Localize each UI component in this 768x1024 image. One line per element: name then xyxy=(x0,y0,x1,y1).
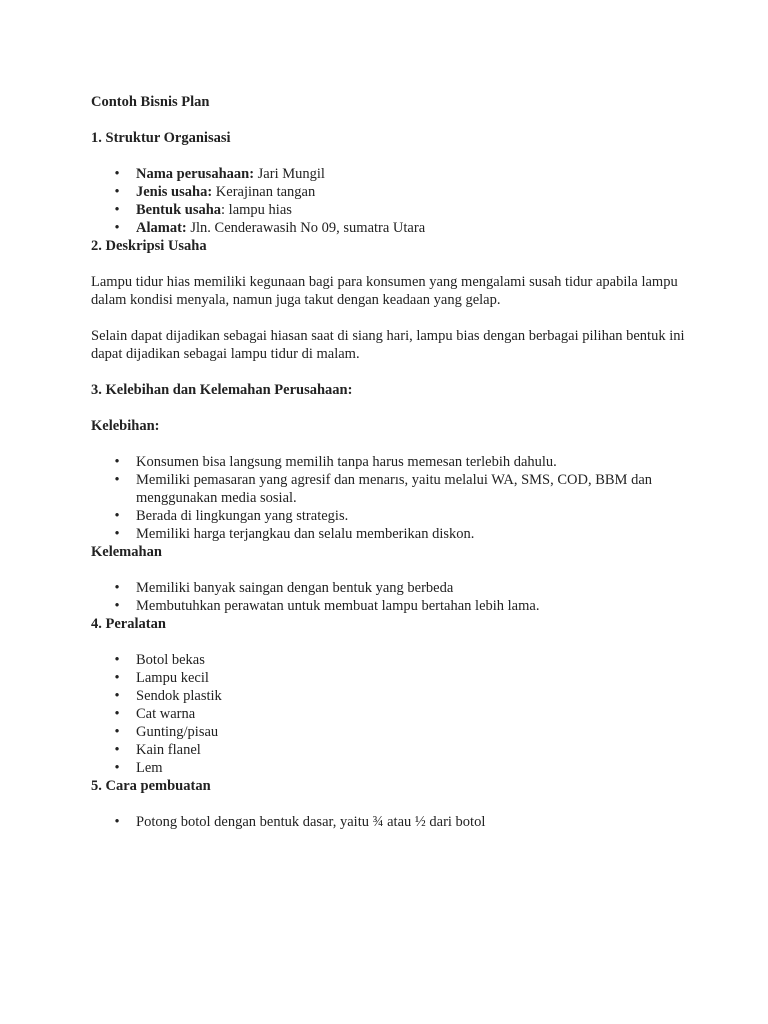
list-item xyxy=(91,453,691,471)
equipment-list xyxy=(91,651,691,777)
bullet-icon: • xyxy=(114,688,120,704)
list-item xyxy=(91,651,691,669)
list-item xyxy=(91,687,691,705)
item-value: : lampu hias xyxy=(221,202,292,218)
document-title: Contoh Bisnis Plan xyxy=(91,94,210,110)
organization-list xyxy=(91,165,691,237)
item-text: Kain flanel xyxy=(136,742,201,758)
bullet-icon: • xyxy=(114,724,120,740)
item-text: Lem xyxy=(136,760,163,776)
item-label: Alamat: xyxy=(136,220,187,236)
list-item xyxy=(91,759,691,777)
section-3-title: 3. Kelebihan dan Kelemahan Perusahaan: xyxy=(91,382,353,398)
item-text: Memiliki harga terjangkau dan selalu memberikan diskon. xyxy=(136,526,475,542)
list-item xyxy=(91,165,691,183)
bullet-icon: • xyxy=(114,814,120,830)
item-text: Membutuhkan perawatan untuk membuat lampu bertahan lebih lama. xyxy=(136,598,540,614)
bullet-icon: • xyxy=(114,166,120,182)
item-text: Botol bekas xyxy=(136,652,205,668)
item-text: Sendok plastik xyxy=(136,688,222,704)
bullet-icon: • xyxy=(114,508,120,524)
item-text: Gunting/pisau xyxy=(136,724,219,740)
section-5-title: 5. Cara pembuatan xyxy=(91,778,211,794)
bullet-icon: • xyxy=(114,652,120,668)
description-paragraph-2: Selain dapat dijadikan sebagai hiasan saat di siang hari, lampu bias dengan berbagai pilihan bentuk ini dapat dijadikan sebagai lampu tidur di malam. xyxy=(91,328,685,362)
item-value: Kerajinan tangan xyxy=(212,184,316,200)
item-value: Jari Mungil xyxy=(254,166,325,182)
bullet-icon: • xyxy=(114,184,120,200)
bullet-icon: • xyxy=(114,580,120,596)
weaknesses-list xyxy=(91,579,691,615)
item-text: Konsumen bisa langsung memilih tanpa harus memesan terlebih dahulu. xyxy=(136,454,557,470)
list-item xyxy=(91,183,691,201)
section-4-title: 4. Peralatan xyxy=(91,616,166,632)
bullet-icon: • xyxy=(114,706,120,722)
item-text: Potong botol dengan bentuk dasar, yaitu ¾ atau ½ dari botol xyxy=(136,814,486,830)
list-item xyxy=(91,579,691,597)
section-2-title: 2. Deskripsi Usaha xyxy=(91,238,207,254)
item-text: Memiliki pemasaran yang agresif dan menarıs, yaitu melalui WA, SMS, COD, BBM dan menggunakan media sosial. xyxy=(136,472,653,506)
bullet-icon: • xyxy=(114,526,120,542)
bullet-icon: • xyxy=(114,670,120,686)
list-item xyxy=(91,201,691,219)
item-text: Cat warna xyxy=(136,706,196,722)
list-item xyxy=(91,525,691,543)
item-label: Bentuk usaha xyxy=(136,202,222,218)
strengths-list xyxy=(91,453,691,543)
bullet-icon: • xyxy=(114,472,120,488)
list-item xyxy=(91,597,691,615)
list-item xyxy=(91,669,691,687)
item-label: Nama perusahaan: xyxy=(136,166,255,182)
bullet-icon: • xyxy=(114,454,120,470)
list-item xyxy=(91,507,691,525)
item-text: Lampu kecil xyxy=(136,670,209,686)
item-label: Jenis usaha: xyxy=(136,184,213,200)
list-item xyxy=(91,741,691,759)
description-paragraph-1: Lampu tidur hias memiliki kegunaan bagi para konsumen yang mengalami susah tidur apabila lampu dalam kondisi menyala, namun juga takut dengan keadaan yang gelap. xyxy=(91,274,678,308)
item-text: Berada di lingkungan yang strategis. xyxy=(136,508,349,524)
list-item xyxy=(91,705,691,723)
list-item xyxy=(91,813,691,831)
strengths-title: Kelebihan: xyxy=(91,418,160,434)
bullet-icon: • xyxy=(114,202,120,218)
document-page xyxy=(91,93,691,831)
list-item xyxy=(91,723,691,741)
weaknesses-title: Kelemahan xyxy=(91,544,162,560)
item-text: Memiliki banyak saingan dengan bentuk yang berbeda xyxy=(136,580,454,596)
item-value: Jln. Cenderawasih No 09, sumatra Utara xyxy=(186,220,426,236)
steps-list xyxy=(91,813,691,831)
list-item xyxy=(91,471,691,507)
bullet-icon: • xyxy=(114,742,120,758)
section-1-title: 1. Struktur Organisasi xyxy=(91,130,231,146)
bullet-icon: • xyxy=(114,760,120,776)
bullet-icon: • xyxy=(114,220,120,236)
list-item xyxy=(91,219,691,237)
bullet-icon: • xyxy=(114,598,120,614)
